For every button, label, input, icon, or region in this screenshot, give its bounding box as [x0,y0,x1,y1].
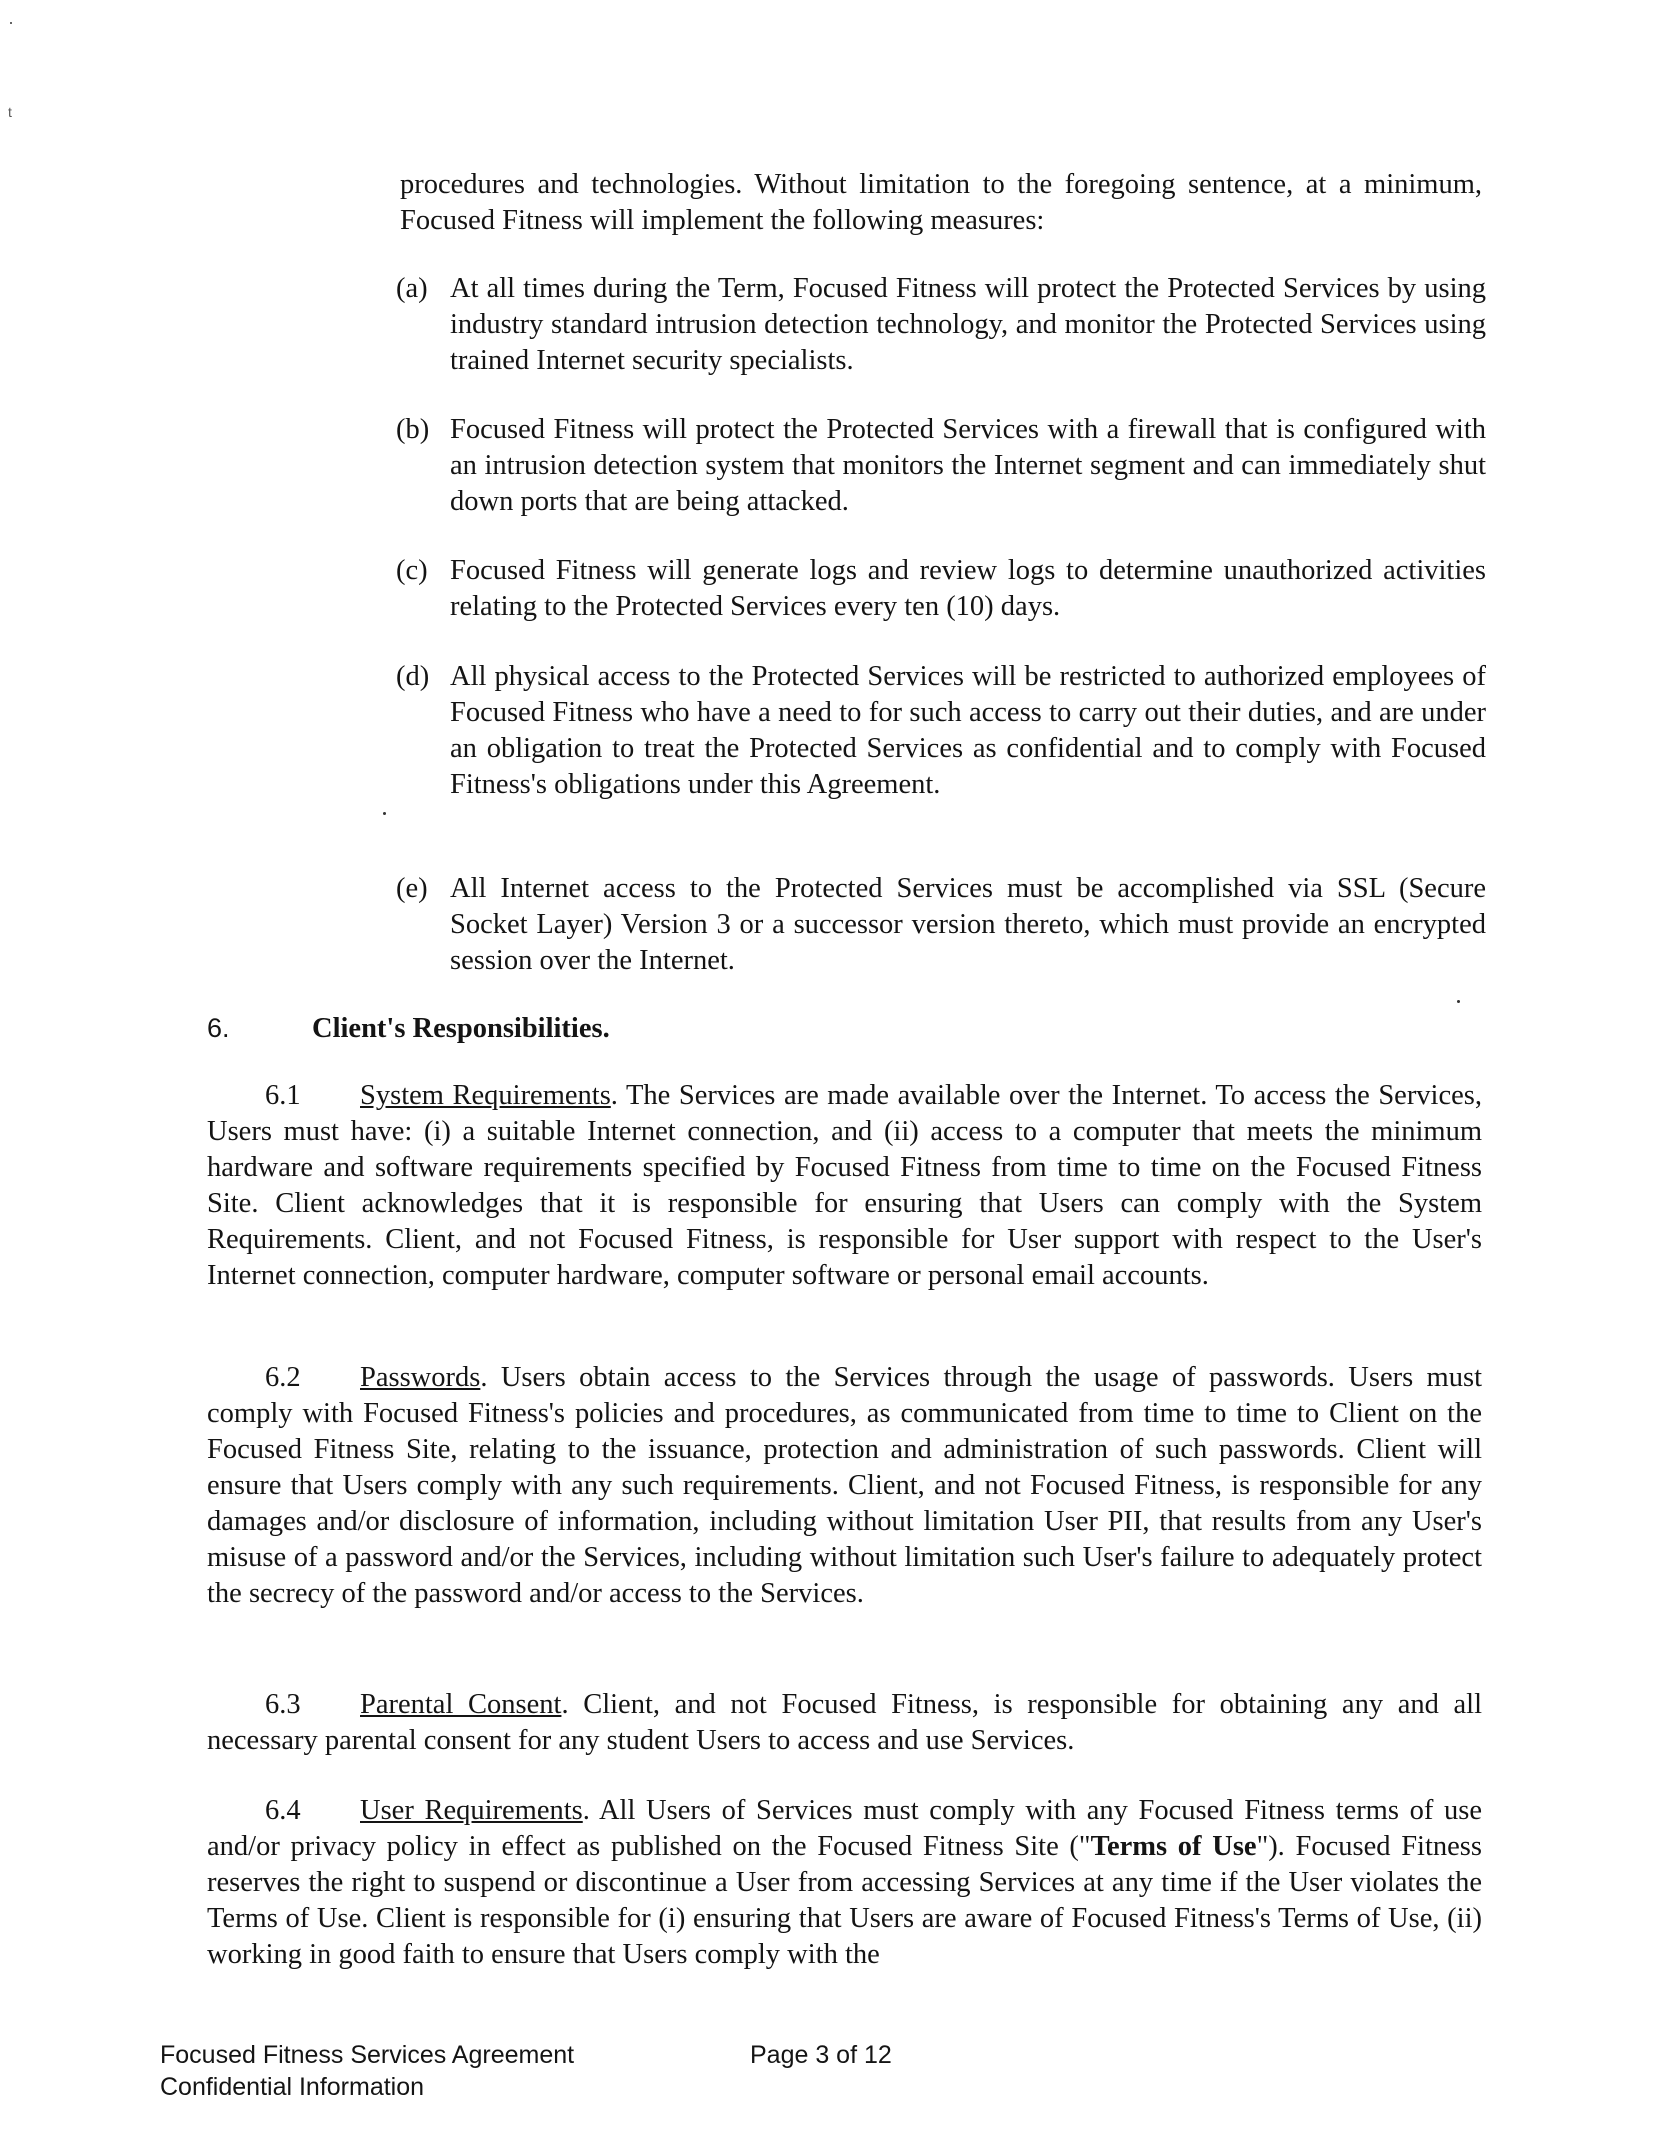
measure-item-e [396,871,1486,979]
measure-item-a [396,271,1486,379]
defined-term: Terms of Use [1090,1831,1257,1862]
measure-text: Focused Fitness will protect the Protected Services with a firewall that is configured with an intrusion detection system that monitors the Internet segment and can immediately shut down ports that are being attacked. [450,414,1486,517]
paragraph-heading: Passwords [360,1362,481,1393]
paragraph-number: 6.1 [265,1080,301,1111]
paragraph-heading: Parental Consent [360,1689,562,1720]
list-marker: (b) [396,414,430,445]
measure-item-d [396,659,1486,803]
list-marker: (e) [396,873,428,904]
measure-text: Focused Fitness will generate logs and review logs to determine unauthorized activities relating to the Protected Services every ten (10) days. [450,555,1486,622]
intro-paragraph: procedures and technologies. Without limitation to the foregoing sentence, at a minimum, Focused Fitness will implement the following measures: [400,169,1482,236]
footer-line: Focused Fitness Services Agreement [160,2041,575,2069]
paragraph-6-3 [207,1687,1482,1759]
measure-item-b [396,412,1486,520]
scan-speck [383,812,386,815]
section-title: Client's Responsibilities. [312,1013,610,1044]
measure-item-c [396,553,1486,625]
list-marker: (c) [396,555,428,586]
margin-mark: t [8,104,12,120]
paragraph-text: . The Services are made available over the Internet. To access the Services, Users must have: (i) a suitable Internet connection, and (ii) access to a computer that meets the minimum hardware and software requirements specified by Focused Fitness from time to time on the Focused Fitness Site. Client acknowledges that it is responsible for ensuring that Users can comply with the System Requirements. Client, and not Focused Fitness, is responsible for User support with respect to the User's Internet connection, computer hardware, computer software or personal email accounts. [207,1080,1482,1291]
paragraph-number: 6.2 [265,1362,301,1393]
footer-line: Confidential Information [160,2073,425,2101]
paragraph-text: "). Focused Fitness reserves the right to suspend or discontinue a User from accessing Services at any time if the User violates the Terms of Use. Client is responsible for (i) ensuring that Users are aware of Focused Fitness's Terms of Use, (ii) working in good faith to ensure that Users comply with the [207,1831,1482,1970]
measure-text: At all times during the Term, Focused Fitness will protect the Protected Services by using industry standard intrusion detection technology, and monitor the Protected Services using trained Internet security specialists. [450,273,1486,376]
paragraph-heading: User Requirements [360,1795,583,1826]
paragraph-text: . Client, and not Focused Fitness, is responsible for obtaining any and all necessary parental consent for any student Users to access and use Services. [207,1689,1482,1756]
measure-text: All physical access to the Protected Services will be restricted to authorized employees of Focused Fitness who have a need to for such access to carry out their duties, and are under an obligation to treat the Protected Services as confidential and to comply with Focused Fitness's obligations under this Agreement. [450,661,1486,800]
footer-document-title [160,2039,574,2103]
paragraph-6-4 [207,1793,1482,1973]
paragraph-6-2 [207,1360,1482,1612]
list-marker: (d) [396,661,430,692]
paragraph-text: . Users obtain access to the Services through the usage of passwords. Users must comply with Focused Fitness's policies and procedures, as communicated from time to time to Client on the Focused Fitness Site, relating to the issuance, protection and administration of such passwords. Client will ensure that Users comply with any such requirements. Client, and not Focused Fitness, is responsible for any damages and/or disclosure of information, including without limitation User PII, that results from any User's misuse of a password and/or the Services, including without limitation such User's failure to adequately protect the secrecy of the password and/or access to the Services. [207,1362,1482,1609]
scan-speck [10,22,12,24]
list-marker: (a) [396,273,428,304]
scan-speck [1457,1000,1460,1003]
section-number: 6. [207,1013,230,1043]
paragraph-text: . All Users of Services must comply with any Focused Fitness terms of use and/or privacy policy in effect as published on the Focused Fitness Site (" [207,1795,1482,1862]
section-heading [207,1010,610,1047]
paragraph-6-1 [207,1078,1482,1294]
paragraph-number: 6.4 [265,1795,301,1826]
page-number: Page 3 of 12 [750,2041,892,2069]
paragraph-number: 6.3 [265,1689,301,1720]
paragraph-heading: System Requirements [360,1080,611,1111]
measure-text: All Internet access to the Protected Services must be accomplished via SSL (Secure Socket Layer) Version 3 or a successor version thereto, which must provide an encrypted session over the Internet. [450,873,1486,976]
